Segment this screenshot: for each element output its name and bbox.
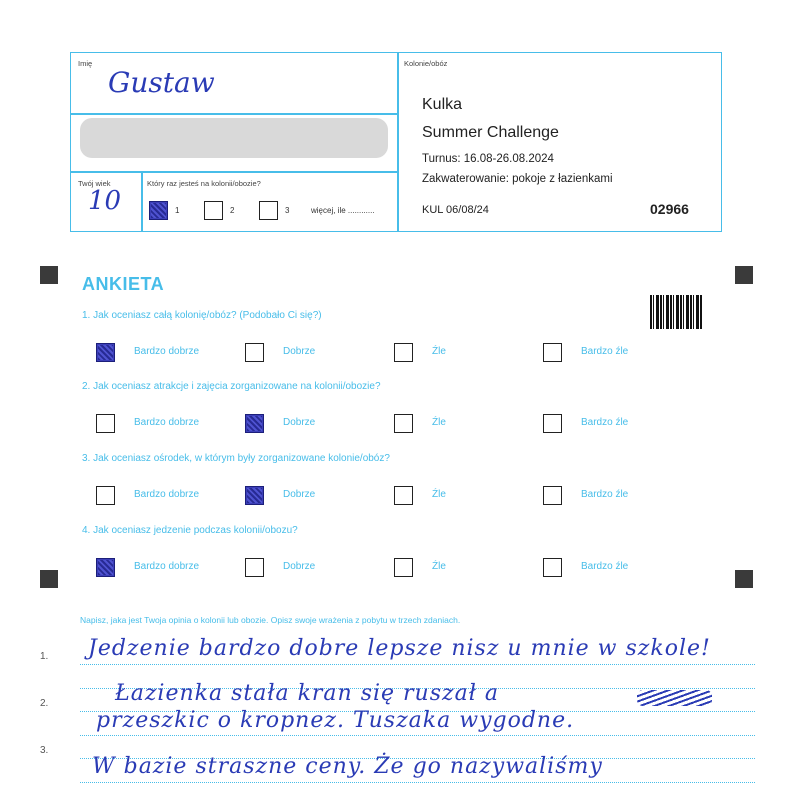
question-4: 4. Jak oceniasz jedzenie podczas kolonii/obozu? [82,525,298,536]
redacted-surname [80,118,388,158]
camp-turnus [422,153,554,165]
q4-option-label: Źle [432,561,446,572]
accommodation-label: Zakwaterowanie: [422,173,509,185]
q1-option-label: Źle [432,346,446,357]
q1-option-3-checkbox[interactable] [394,343,413,362]
q2-option-label: Dobrze [283,417,316,428]
camp-name: Kulka [422,96,463,113]
times-option-3-checkbox[interactable] [259,201,278,220]
q4-option-4-checkbox[interactable] [543,558,562,577]
question-3: 3. Jak oceniasz ośrodek, w którym były zorganizowane kolonie/obóz? [82,453,390,464]
q4-option-3-checkbox[interactable] [394,558,413,577]
age-label: Twój wiek [78,179,111,188]
question-2: 2. Jak oceniasz atrakcje i zajęcia zorganizowane na kolonii/obozie? [82,381,381,392]
opinion-prompt: Napisz, jaka jest Twoja opinia o kolonii lub obozie. Opisz swoje wrażenia z pobytu w trzech zdaniach. [80,615,461,625]
registration-marker [735,266,753,284]
q2-option-label: Bardzo dobrze [134,417,200,428]
handwritten-line-4[interactable]: W bazie straszne ceny. Że go nazywaliśmy [92,754,603,779]
q1-option-2-checkbox[interactable] [245,343,264,362]
q3-option-4-checkbox[interactable] [543,486,562,505]
header-divider [397,53,399,231]
camp-program: Summer Challenge [422,124,559,141]
writing-line [80,782,755,783]
accommodation-value: pokoje z łazienkami [512,173,613,185]
times-option-1-checkbox[interactable] [149,201,168,220]
handwritten-line-1[interactable]: Jedzenie bardzo dobre lepsze nisz u mnie w szkole! [88,636,711,661]
q1-option-label: Bardzo dobrze [134,346,200,357]
writing-line [80,664,755,665]
q2-option-label: Bardzo źle [581,417,629,428]
survey-title: ANKIETA [82,274,165,294]
age-value[interactable]: 10 [88,186,122,216]
q2-option-1-checkbox[interactable] [96,414,115,433]
q4-option-label: Bardzo dobrze [134,561,200,572]
camp-accommodation [422,173,613,185]
q4-option-label: Bardzo źle [581,561,629,572]
form-number: 02966 [650,201,689,217]
name-value[interactable]: Gustaw [108,66,215,99]
times-option-label: 2 [230,206,235,215]
question-1: 1. Jak oceniasz całą kolonię/obóz? (Podobało Ci się?) [82,310,322,321]
handwritten-line-2[interactable]: Łazienka stała kran się ruszał a [115,681,499,706]
q3-option-1-checkbox[interactable] [96,486,115,505]
times-option-label: 1 [175,206,180,215]
q1-option-label: Bardzo źle [581,346,629,357]
header-divider [71,113,397,115]
q3-option-label: Źle [432,489,446,500]
line-number: 1. [40,651,49,662]
times-more-field[interactable]: więcej, ile ............ [311,206,375,215]
q3-option-3-checkbox[interactable] [394,486,413,505]
crossed-out-word [637,690,712,706]
q4-option-2-checkbox[interactable] [245,558,264,577]
registration-marker [735,570,753,588]
q2-option-3-checkbox[interactable] [394,414,413,433]
q3-option-label: Bardzo źle [581,489,629,500]
writing-line [80,735,755,736]
name-label: Imię [78,59,93,68]
turnus-value: 16.08-26.08.2024 [463,153,554,165]
q4-option-1-checkbox[interactable] [96,558,115,577]
handwritten-line-3[interactable]: przeszkic o kropnez. Tuszaka wygodne. [96,708,575,733]
q1-option-4-checkbox[interactable] [543,343,562,362]
q3-option-label: Bardzo dobrze [134,489,200,500]
turnus-label: Turnus: [422,153,461,165]
q1-option-1-checkbox[interactable] [96,343,115,362]
camp-code: KUL 06/08/24 [422,204,489,216]
q2-option-2-checkbox[interactable] [245,414,264,433]
q1-option-label: Dobrze [283,346,316,357]
q3-option-2-checkbox[interactable] [245,486,264,505]
header-divider [141,171,143,231]
times-option-2-checkbox[interactable] [204,201,223,220]
times-option-label: 3 [285,206,290,215]
registration-marker [40,266,58,284]
line-number: 3. [40,745,49,756]
barcode [650,295,702,329]
line-number: 2. [40,698,49,709]
registration-marker [40,570,58,588]
header-divider [71,171,397,173]
camp-label: Kolonie/obóz [404,59,448,68]
q2-option-label: Źle [432,417,446,428]
times-label: Który raz jesteś na kolonii/obozie? [147,179,261,188]
q3-option-label: Dobrze [283,489,316,500]
q4-option-label: Dobrze [283,561,316,572]
q2-option-4-checkbox[interactable] [543,414,562,433]
